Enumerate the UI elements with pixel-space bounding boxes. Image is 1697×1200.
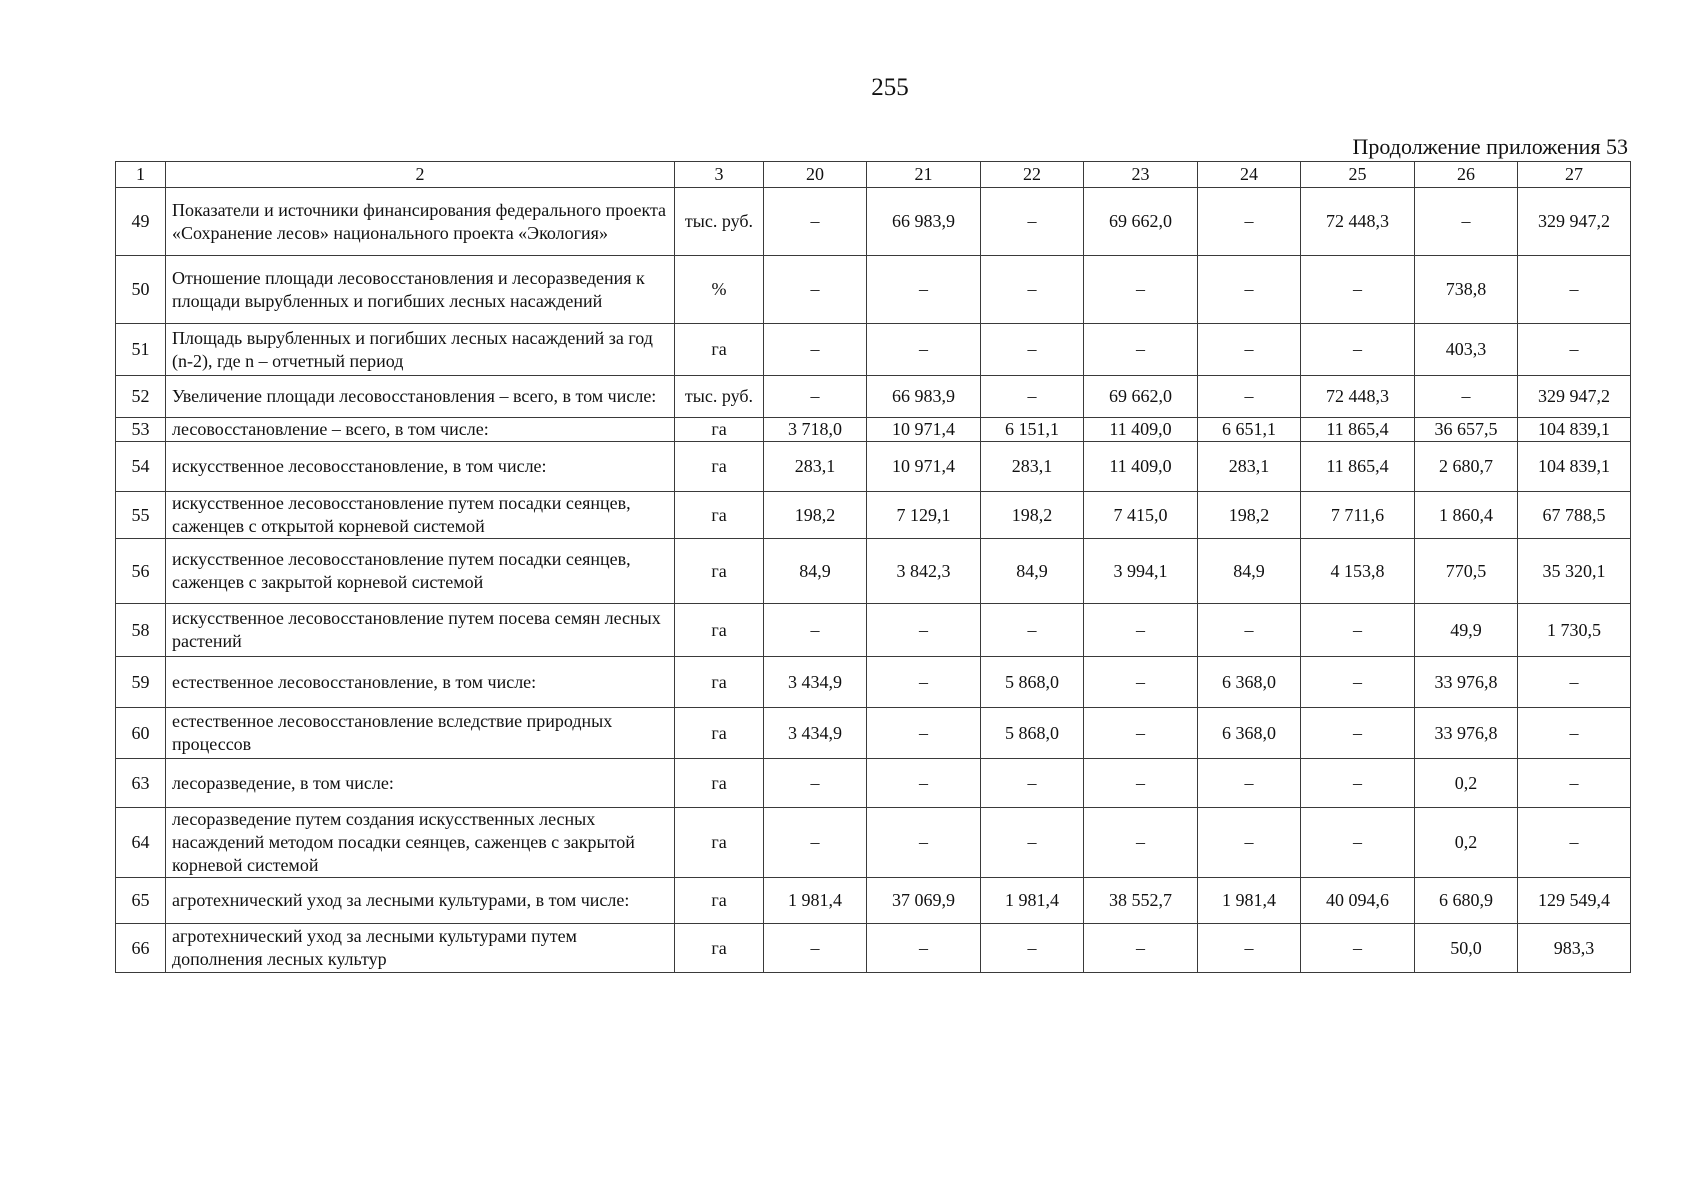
row-number: 63 <box>116 759 166 808</box>
row-value: – <box>764 324 867 376</box>
row-value: 33 976,8 <box>1415 708 1518 759</box>
row-value: – <box>764 376 867 418</box>
row-value: 36 657,5 <box>1415 418 1518 442</box>
row-unit: га <box>675 442 764 492</box>
row-value: – <box>764 188 867 256</box>
row-value: 3 434,9 <box>764 657 867 708</box>
column-header: 20 <box>764 162 867 188</box>
row-value: – <box>1084 708 1198 759</box>
row-value: 7 415,0 <box>1084 492 1198 539</box>
row-value: 7 129,1 <box>867 492 981 539</box>
row-value: – <box>981 604 1084 657</box>
row-value: 329 947,2 <box>1518 188 1631 256</box>
row-unit: га <box>675 492 764 539</box>
row-value: 198,2 <box>764 492 867 539</box>
row-description: искусственное лесовосстановление путем посадки сеянцев, саженцев с открытой корневой системой <box>166 492 675 539</box>
row-value: 104 839,1 <box>1518 418 1631 442</box>
row-value: 4 153,8 <box>1301 539 1415 604</box>
row-description: естественное лесовосстановление, в том числе: <box>166 657 675 708</box>
row-value: 0,2 <box>1415 808 1518 878</box>
row-value: 50,0 <box>1415 924 1518 973</box>
row-value: – <box>981 759 1084 808</box>
row-description: Увеличение площади лесовосстановления – всего, в том числе: <box>166 376 675 418</box>
table-row <box>116 924 1631 973</box>
row-value: 403,3 <box>1415 324 1518 376</box>
row-value: 6 368,0 <box>1198 657 1301 708</box>
row-value: – <box>764 808 867 878</box>
row-value: 84,9 <box>981 539 1084 604</box>
row-description: лесовосстановление – всего, в том числе: <box>166 418 675 442</box>
table-row <box>116 376 1631 418</box>
row-number: 58 <box>116 604 166 657</box>
row-value: – <box>764 924 867 973</box>
column-header: 1 <box>116 162 166 188</box>
column-header: 25 <box>1301 162 1415 188</box>
row-number: 54 <box>116 442 166 492</box>
row-value: 6 151,1 <box>981 418 1084 442</box>
row-value: 72 448,3 <box>1301 376 1415 418</box>
page-number: 255 <box>871 74 909 101</box>
row-value: 10 971,4 <box>867 442 981 492</box>
table-row <box>116 324 1631 376</box>
row-value: 40 094,6 <box>1301 878 1415 924</box>
table-row <box>116 188 1631 256</box>
column-header: 27 <box>1518 162 1631 188</box>
row-value: – <box>867 256 981 324</box>
row-value: 35 320,1 <box>1518 539 1631 604</box>
row-value: 84,9 <box>764 539 867 604</box>
row-value: – <box>1198 759 1301 808</box>
row-value: – <box>867 657 981 708</box>
row-value: 11 865,4 <box>1301 442 1415 492</box>
row-value: – <box>1301 759 1415 808</box>
table-row <box>116 256 1631 324</box>
row-value: 6 651,1 <box>1198 418 1301 442</box>
table-row <box>116 878 1631 924</box>
appendix-continuation-note: Продолжение приложения 53 <box>1352 134 1628 159</box>
row-unit: га <box>675 539 764 604</box>
row-value: 1 981,4 <box>981 878 1084 924</box>
row-value: 1 860,4 <box>1415 492 1518 539</box>
row-description: Площадь вырубленных и погибших лесных насаждений за год (n-2), где n – отчетный период <box>166 324 675 376</box>
row-value: 3 842,3 <box>867 539 981 604</box>
row-unit: га <box>675 604 764 657</box>
row-value: 49,9 <box>1415 604 1518 657</box>
row-value: – <box>1198 324 1301 376</box>
row-value: – <box>764 759 867 808</box>
column-header: 2 <box>166 162 675 188</box>
row-value: 3 718,0 <box>764 418 867 442</box>
row-value: – <box>1518 708 1631 759</box>
row-value: – <box>1301 924 1415 973</box>
row-value: – <box>867 924 981 973</box>
row-description: естественное лесовосстановление вследствие природных процессов <box>166 708 675 759</box>
row-number: 53 <box>116 418 166 442</box>
row-description: искусственное лесовосстановление путем посева семян лесных растений <box>166 604 675 657</box>
column-header: 3 <box>675 162 764 188</box>
row-description: агротехнический уход за лесными культурами, в том числе: <box>166 878 675 924</box>
row-description: Показатели и источники финансирования федерального проекта «Сохранение лесов» национального проекта «Экология» <box>166 188 675 256</box>
row-value: 67 788,5 <box>1518 492 1631 539</box>
row-value: – <box>981 324 1084 376</box>
row-value: 69 662,0 <box>1084 376 1198 418</box>
row-value: 5 868,0 <box>981 657 1084 708</box>
row-value: 1 981,4 <box>764 878 867 924</box>
row-number: 60 <box>116 708 166 759</box>
column-header: 21 <box>867 162 981 188</box>
row-value: – <box>1301 324 1415 376</box>
row-value: 2 680,7 <box>1415 442 1518 492</box>
row-value: – <box>1084 256 1198 324</box>
row-value: 38 552,7 <box>1084 878 1198 924</box>
row-number: 65 <box>116 878 166 924</box>
row-value: – <box>981 924 1084 973</box>
row-value: 0,2 <box>1415 759 1518 808</box>
row-value: 283,1 <box>764 442 867 492</box>
row-value: – <box>1518 324 1631 376</box>
row-value: 198,2 <box>981 492 1084 539</box>
row-value: – <box>1301 256 1415 324</box>
table-body <box>116 188 1631 973</box>
table-row <box>116 418 1631 442</box>
row-value: – <box>1301 708 1415 759</box>
row-value: – <box>867 808 981 878</box>
table-row <box>116 492 1631 539</box>
row-value: 104 839,1 <box>1518 442 1631 492</box>
column-number-header-row <box>116 162 1631 188</box>
row-value: 1 730,5 <box>1518 604 1631 657</box>
row-number: 49 <box>116 188 166 256</box>
row-unit: га <box>675 759 764 808</box>
row-value: 283,1 <box>1198 442 1301 492</box>
row-value: – <box>981 256 1084 324</box>
row-value: 3 994,1 <box>1084 539 1198 604</box>
row-value: 72 448,3 <box>1301 188 1415 256</box>
row-unit: га <box>675 324 764 376</box>
row-value: – <box>981 376 1084 418</box>
row-value: – <box>1198 604 1301 657</box>
row-number: 55 <box>116 492 166 539</box>
column-header: 23 <box>1084 162 1198 188</box>
row-value: – <box>1084 759 1198 808</box>
row-value: 3 434,9 <box>764 708 867 759</box>
row-value: – <box>867 604 981 657</box>
row-value: 983,3 <box>1518 924 1631 973</box>
row-number: 51 <box>116 324 166 376</box>
row-value: 11 865,4 <box>1301 418 1415 442</box>
row-unit: га <box>675 657 764 708</box>
row-number: 56 <box>116 539 166 604</box>
row-value: – <box>1198 808 1301 878</box>
row-description: лесоразведение, в том числе: <box>166 759 675 808</box>
row-value: 1 981,4 <box>1198 878 1301 924</box>
row-value: 5 868,0 <box>981 708 1084 759</box>
row-value: – <box>1084 604 1198 657</box>
data-table <box>115 161 1631 973</box>
row-value: 6 680,9 <box>1415 878 1518 924</box>
row-value: – <box>1084 808 1198 878</box>
row-unit: га <box>675 878 764 924</box>
row-value: – <box>764 604 867 657</box>
row-value: – <box>1301 604 1415 657</box>
row-unit: тыс. руб. <box>675 376 764 418</box>
row-unit: % <box>675 256 764 324</box>
row-value: 283,1 <box>981 442 1084 492</box>
row-value: 10 971,4 <box>867 418 981 442</box>
row-value: – <box>1198 188 1301 256</box>
row-value: 66 983,9 <box>867 188 981 256</box>
table-row <box>116 657 1631 708</box>
row-value: 11 409,0 <box>1084 418 1198 442</box>
table-row <box>116 759 1631 808</box>
row-unit: га <box>675 808 764 878</box>
table-row <box>116 539 1631 604</box>
row-value: – <box>1198 924 1301 973</box>
row-value: – <box>1518 808 1631 878</box>
row-value: 770,5 <box>1415 539 1518 604</box>
row-value: – <box>1084 657 1198 708</box>
row-value: – <box>867 708 981 759</box>
row-description: агротехнический уход за лесными культурами путем дополнения лесных культур <box>166 924 675 973</box>
table-row <box>116 442 1631 492</box>
row-value: – <box>1084 324 1198 376</box>
row-value: – <box>764 256 867 324</box>
row-description: Отношение площади лесовосстановления и лесоразведения к площади вырубленных и погибших лесных насаждений <box>166 256 675 324</box>
row-value: – <box>1198 376 1301 418</box>
row-value: 69 662,0 <box>1084 188 1198 256</box>
row-value: 37 069,9 <box>867 878 981 924</box>
row-value: – <box>1518 256 1631 324</box>
row-number: 66 <box>116 924 166 973</box>
column-header: 22 <box>981 162 1084 188</box>
row-value: – <box>981 188 1084 256</box>
row-value: – <box>1084 924 1198 973</box>
row-value: 11 409,0 <box>1084 442 1198 492</box>
row-value: – <box>981 808 1084 878</box>
row-number: 50 <box>116 256 166 324</box>
row-value: 7 711,6 <box>1301 492 1415 539</box>
row-value: 329 947,2 <box>1518 376 1631 418</box>
row-value: 33 976,8 <box>1415 657 1518 708</box>
row-value: 84,9 <box>1198 539 1301 604</box>
row-value: – <box>1198 256 1301 324</box>
row-unit: га <box>675 924 764 973</box>
row-value: 129 549,4 <box>1518 878 1631 924</box>
row-value: 66 983,9 <box>867 376 981 418</box>
row-description: искусственное лесовосстановление, в том числе: <box>166 442 675 492</box>
row-value: – <box>1415 376 1518 418</box>
row-unit: тыс. руб. <box>675 188 764 256</box>
row-unit: га <box>675 708 764 759</box>
row-number: 64 <box>116 808 166 878</box>
row-value: – <box>1415 188 1518 256</box>
table-row <box>116 808 1631 878</box>
column-header: 26 <box>1415 162 1518 188</box>
row-value: 6 368,0 <box>1198 708 1301 759</box>
table-row <box>116 604 1631 657</box>
table-row <box>116 708 1631 759</box>
row-value: 738,8 <box>1415 256 1518 324</box>
row-value: 198,2 <box>1198 492 1301 539</box>
row-number: 59 <box>116 657 166 708</box>
row-value: – <box>867 759 981 808</box>
row-description: лесоразведение путем создания искусственных лесных насаждений методом посадки сеянцев, саженцев с закрытой корневой системой <box>166 808 675 878</box>
column-header: 24 <box>1198 162 1301 188</box>
row-value: – <box>1301 808 1415 878</box>
row-value: – <box>1518 759 1631 808</box>
row-description: искусственное лесовосстановление путем посадки сеянцев, саженцев с закрытой корневой системой <box>166 539 675 604</box>
row-value: – <box>867 324 981 376</box>
row-number: 52 <box>116 376 166 418</box>
row-value: – <box>1518 657 1631 708</box>
row-unit: га <box>675 418 764 442</box>
row-value: – <box>1301 657 1415 708</box>
